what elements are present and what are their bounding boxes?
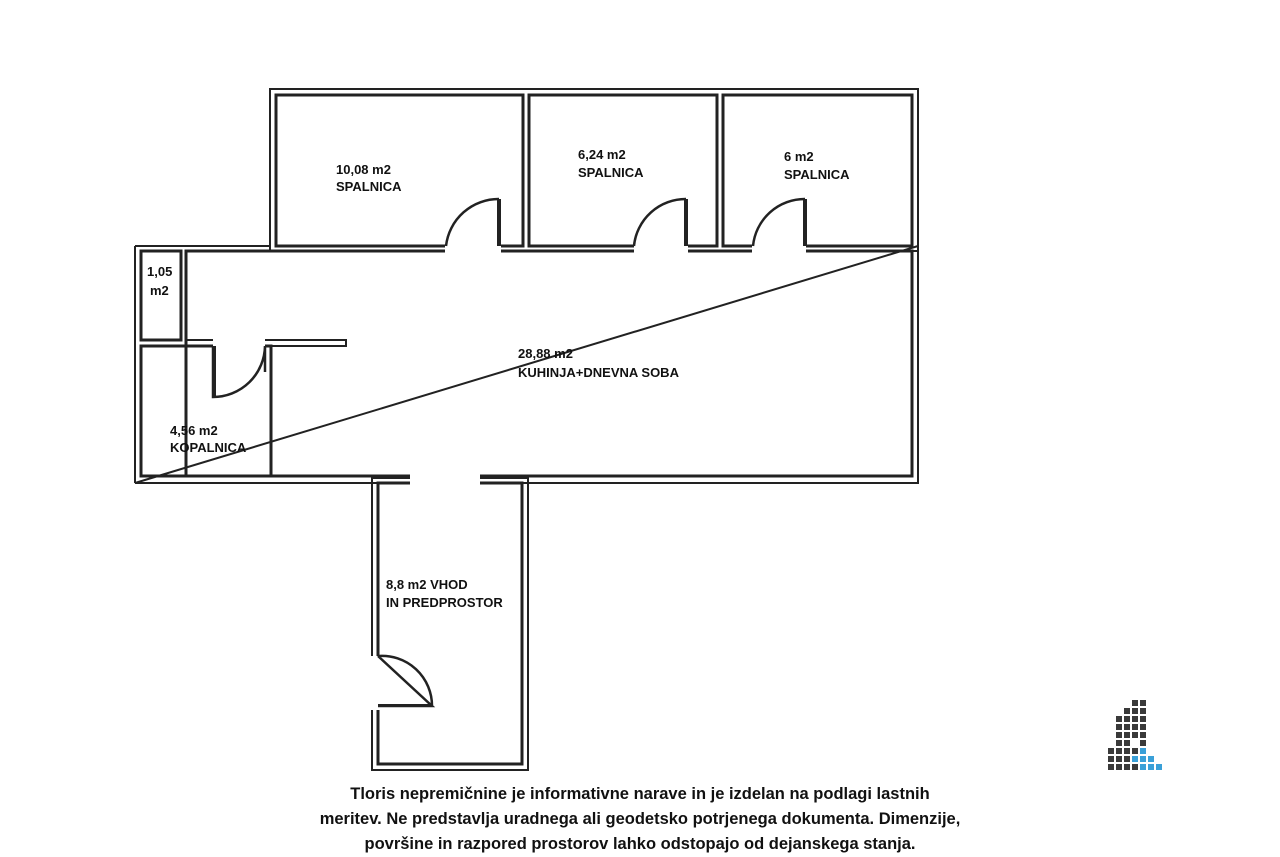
door-swing-bedroom-3 [753, 199, 805, 246]
bedroom-1-area: 10,08 m2 [336, 162, 391, 177]
bedroom-1-wall [276, 95, 523, 246]
entrance-name: IN PREDPROSTOR [386, 595, 503, 610]
storage-area-line1: 1,05 [147, 264, 173, 279]
living-area: 28,88 m2 [518, 346, 573, 361]
building-logo-icon [1108, 700, 1162, 770]
bedroom-3-area: 6 m2 [784, 149, 814, 164]
door-swing-entrance [378, 656, 432, 706]
bedroom-2-area: 6,24 m2 [578, 147, 626, 162]
door-swing-bedroom-2 [634, 199, 686, 246]
bathroom-area: 4,56 m2 [170, 423, 218, 438]
partition-wall [186, 340, 346, 346]
disclaimer-line-2: meritev. Ne predstavlja uradnega ali geodetsko potrjenega dokumenta. Dimenzije, [319, 810, 961, 828]
bathroom-wall [141, 346, 271, 476]
disclaimer-line-1: Tloris nepremičnine je informativne narave in je izdelan na podlagi lastnih [350, 785, 930, 803]
disclaimer-text [240, 782, 1040, 857]
living-name: KUHINJA+DNEVNA SOBA [518, 365, 679, 380]
door-swing-bedroom-1 [446, 199, 499, 246]
bedroom-2-name: SPALNICA [578, 165, 644, 180]
disclaimer-line-3: površine in razpored prostorov lahko odstopajo od dejanskega stanja. [364, 835, 916, 853]
entrance-outer-wall [372, 478, 528, 770]
door-swing-bathroom [213, 346, 265, 397]
entrance-wall [378, 483, 522, 764]
bedroom-1-name: SPALNICA [336, 179, 402, 194]
storage-area-line2: m2 [150, 283, 169, 298]
entrance-area: 8,8 m2 VHOD [386, 577, 468, 592]
living-room-wall [186, 251, 912, 476]
bathroom-name: KOPALNICA [170, 440, 247, 455]
bedroom-3-name: SPALNICA [784, 167, 850, 182]
